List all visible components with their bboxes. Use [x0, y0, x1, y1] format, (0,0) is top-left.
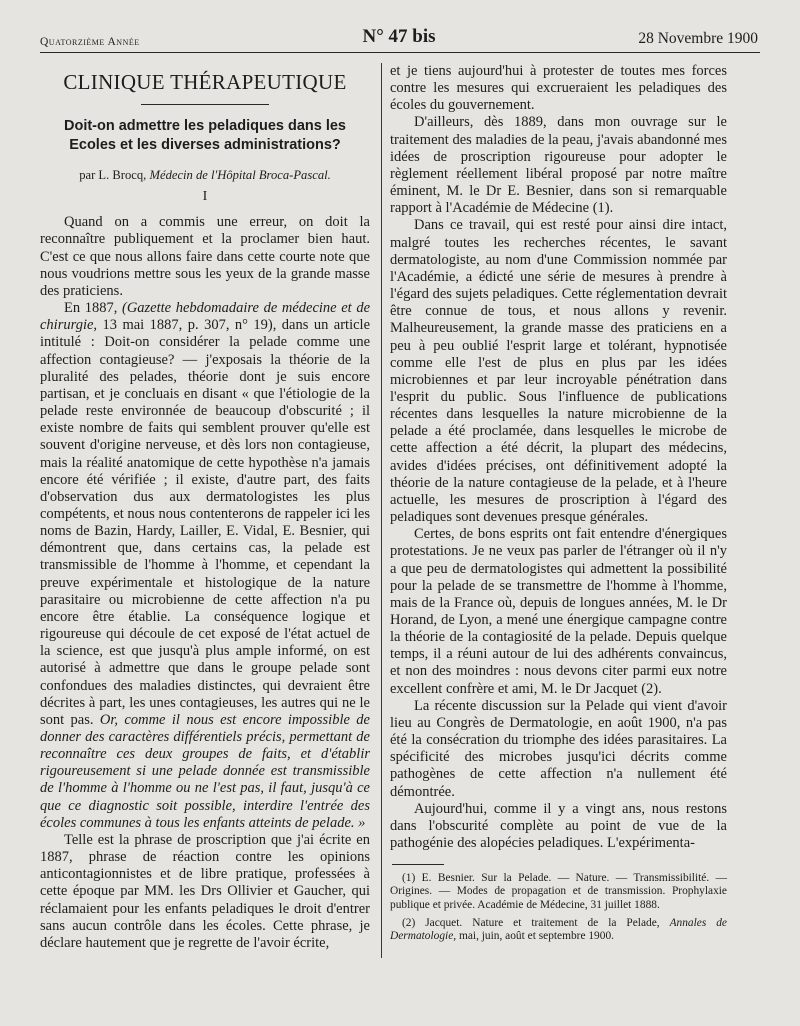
right-column [390, 63, 727, 852]
article-title: Doit-on admettre les peladiques dans les Ecoles et les diverses administrations? [63, 118, 346, 153]
p2-journal: (Gazette hebdomadaire de médecine et de chirurgie, [40, 300, 371, 334]
paragraph-r1: et je tiens aujourd'hui à protester de toutes mes forces contre les mesures qui excrueraient les peladiques des écoles du gouvernement. [390, 63, 727, 114]
running-header [40, 22, 758, 48]
column-divider [381, 63, 382, 958]
paragraph-2 [40, 300, 370, 832]
header-date: 28 Novembre 1900 [638, 30, 758, 47]
header-volume: Quatorzième Année [40, 36, 140, 48]
paragraph-r3: Dans ce travail, qui est resté pour ainsi dire intact, malgré toutes les recherches récentes, le savant dermatologiste, au nom d'une Commission nommée par l'Académie, a édicté une série de mesures à prendre à l'égard des sujets peladiques. Cette réglementation devrait être connue de tous, et nous allons y revenir. Malheureusement, la grande masse des praticiens en a peu à peu oublié l'esprit large et tolérant, hypnotisée comme elle l'est de plus en plus par les idées microbiennes et par leur incroyable pénétration dans l'esprit du public. Sous l'influence de publications récentes dans lesquelles la nature microbienne de la pelade a été proclamée, dans lesquelles le microbe de cette affection a été décrit, la plupart des médecins, avides d'idées précises, ont définitivement adopté la théorie de la nature contagieuse de la pelade, et à l'heure actuelle, les mesures de proscription à l'égard des peladiques sont devenues presque générales. [390, 217, 727, 526]
p2-quote-end: Or, comme il nous est encore impossible de donner des caractères différentiels précis, permettant de reconnaître ces deux groupes de faits, et d'établir rigoureusement si une pelade donnée est transmissible de l'homme à l'homme ou ne l'est pas, il faut, jusqu'à ce que ce diagnostic soit possible, interdire l'entrée des écoles communes à tous les enfants atteints de pelade. » [40, 711, 370, 831]
paragraph-r2: D'ailleurs, dès 1889, dans mon ouvrage sur le traitement des maladies de la peau, j'avais abandonné mes idées de proscription rigoureuse pour adopter le règlement réellement libéral proposé par notre maître éminent, M. le Dr E. Besnier, dans son si remarquable rapport à l'Académie de Médecine (1). [390, 114, 727, 217]
title-rule [141, 104, 269, 105]
byline-author: par L. Brocq, [79, 168, 147, 182]
footnote-2-journal: Annales de Dermatologie, [390, 916, 727, 943]
paragraph-1: Quand on a commis une erreur, on doit la reconnaître publiquement et la proclamer bien haut. C'est ce que nous allons faire dans cette courte note que nous voudrions mettre sous les yeux de la grande masse des praticiens. [40, 214, 370, 299]
section-title: CLINIQUE THÉRAPEUTIQUE [63, 70, 347, 94]
footnote-2-text: (2) Jacquet. Nature et traitement de la Pelade, [402, 916, 660, 929]
p2-body: 13 mai 1887, p. 307, n° 19), dans un article intitulé : Doit-on considérer la pelade comme une affection contagieuse? — j'exposais la théorie de la pluralité des pelades, théorie dont je suis encore partisan, et je concluais en disant « que l'étiologie de la pelade reste environnée de beaucoup d'obscurité ; il existe nombre de faits qui semblent prouver qu'elle est souvent d'origine nerveuse, et dès lors non contagieuse, mais la réalité anatomique de cette hypothèse n'a jamais encore été vérifiée ; il existe, d'autre part, des faits d'observation dus aux dermatologistes les plus compétents, et nous nous contenterons de rappeler ici les noms de Bazin, Hardy, Lailler, E. Vidal, E. Besnier, qui démontrent que, dans certains cas, la pelade est transmissible de l'homme à l'homme, et cependant la preuve expérimentale et histologique de la nature parasitaire ou microbienne de cette affection n'a pu encore être établie. La conséquence logique et rigoureuse qui découle de cet exposé de l'état actuel de la science, est que jusqu'à plus ample informé, on est autorisé à admettre que dans le groupe pelade sont confondues des maladies distinctes, qui devraient être décrites à part, les unes contagieuses, les autres qui ne le sont pas. [40, 317, 371, 728]
paragraph-r5: La récente discussion sur la Pelade qui vient d'avoir lieu au Congrès de Dermatologie, en août 1900, n'a pas été la consécration du triomphe des idées parasitaires. La spécificité des microbes jusqu'ici décrits comme pathogènes de cette affection n'a nullement été démontrée. [390, 697, 727, 800]
header-rule [40, 52, 760, 53]
footnotes [390, 872, 727, 948]
byline [40, 167, 370, 184]
p2-lead: En 1887, [64, 300, 118, 317]
footnote-2-end: mai, juin, août et septembre 1900. [458, 930, 614, 943]
left-column [40, 63, 370, 952]
header-issue-number: N° 47 bis [362, 26, 436, 47]
paragraph-3: Telle est la phrase de proscription que j'ai écrite en 1887, phrase de réaction contre les opinions anticontagionnistes et de libre pratique, professées à cette époque par MM. les Drs Ollivier et Gaucher, qui réclamaient pour les enfants peladiques le droit d'entrer sans aucun contrôle dans les écoles. Cette phrase, je déclare hautement que je regrette de l'avoir écrite, [40, 831, 370, 951]
footnote-rule [392, 864, 444, 865]
footnote-2 [390, 917, 727, 944]
paragraph-r4: Certes, de bons esprits ont fait entendre d'énergiques protestations. Je ne veux pas parler de l'étranger où il n'y a que peu de dermatologistes qui admettent la possibilité pour la pelade de se transmettre de l'homme à l'homme, mais de la France où, depuis de longues années, M. le Dr Horand, de Lyon, a mené une énergique campagne contre la théorie de la contagiosité de la pelade. Depuis quelque temps, il a réuni autour de lui des adhérents convaincus, et non des moindres : nous devons citer parmi eux notre excellent confrère et ami, M. le Dr Jacquet (2). [390, 526, 727, 697]
paragraph-r6: Aujourd'hui, comme il y a vingt ans, nous restons dans l'obscurité complète au point de vue de la pathogénie des alopécies peladiques. L'expérimenta- [390, 800, 727, 852]
part-number: I [202, 189, 208, 205]
byline-affiliation: Médecin de l'Hôpital Broca-Pascal. [149, 168, 331, 182]
footnote-1: (1) E. Besnier. Sur la Pelade. — Nature. — Transmissibilité. — Origines. — Modes de propagation et de transmission. Prophylaxie publique et privée. Académie de Médecine, 31 juillet 1888. [390, 872, 727, 911]
